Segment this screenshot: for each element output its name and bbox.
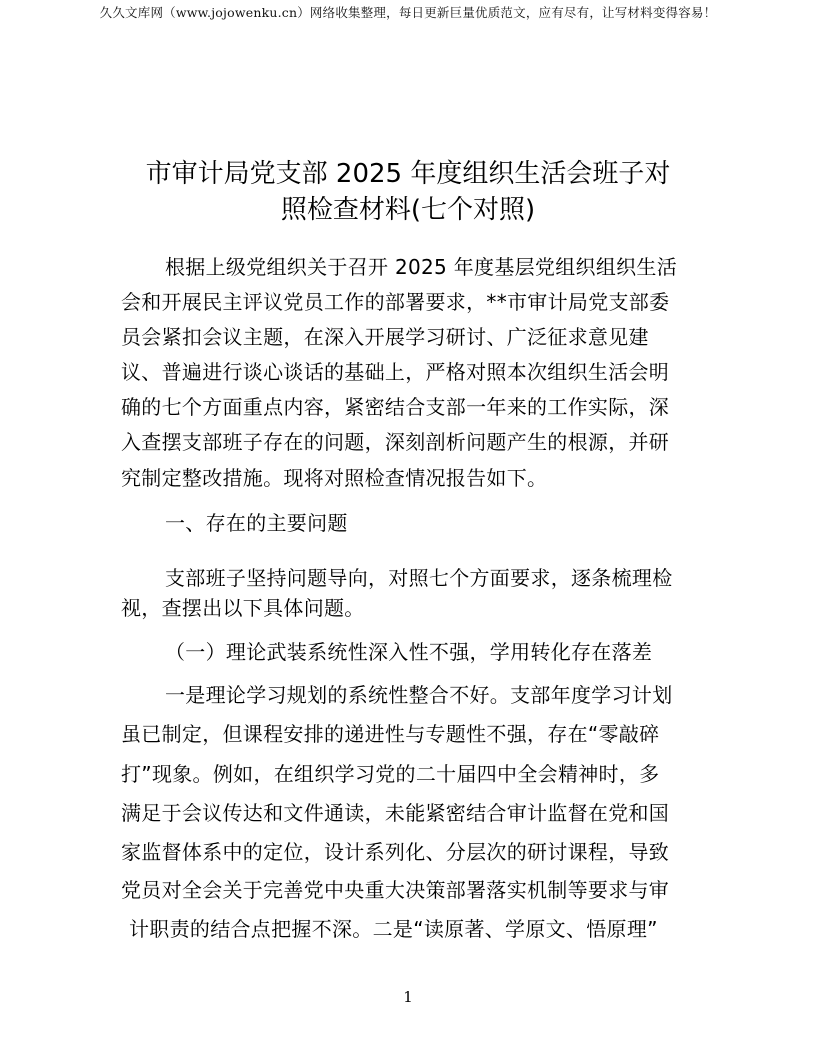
header-note: 久久文库网（www.jojowenku.cn）网络收集整理，每日更新巨量优质范文，应有尽有，让写材料变得容易！ [99, 5, 717, 20]
paragraph-line: 虽已制定，但课程安排的递进性与专题性不强，存在“零敲碎 [121, 722, 660, 746]
paragraph-line: 员会紧扣会议主题，在深入开展学习研讨、广泛征求意见建 [121, 325, 649, 349]
paragraph-line: 支部班子坚持问题导向，对照七个方面要求，逐条梳理检 [165, 566, 673, 590]
paragraph-line: 家监督体系中的定位，设计系列化、分层次的研讨课程，导致 [121, 840, 670, 864]
paragraph-line: 一是理论学习规划的系统性整合不好。支部年度学习计划 [165, 683, 673, 707]
paragraph-line: 计职责的结合点把握不深。二是“读原著、学原文、悟原理” [129, 917, 658, 941]
paragraph-line: 根据上级党组织关于召开 2025 年度基层党组织组织生活 [165, 255, 678, 279]
document-title-line-1: 市审计局党支部 2025 年度组织生活会班子对 [145, 159, 671, 189]
paragraph-line: 党员对全会关于完善党中央重大决策部署落实机制等要求与审 [121, 878, 670, 902]
page-number: 1 [403, 988, 413, 1006]
document-title-line-2: 照检查材料(七个对照) [280, 195, 536, 225]
paragraph-line: 确的七个方面重点内容，紧密结合支部一年来的工作实际，深 [121, 395, 670, 419]
paragraph-line: 打”现象。例如，在组织学习党的二十届四中全会精神时，多 [121, 762, 660, 786]
paragraph-line: 会和开展民主评议党员工作的部署要求，**市审计局党支部委 [121, 290, 670, 314]
subsection-heading: （一）理论武装系统性深入性不强，学用转化存在落差 [165, 640, 653, 664]
paragraph-line: 视，查摆出以下具体问题。 [121, 596, 365, 620]
document-title [60, 156, 756, 228]
paragraph-line: 满足于会议传达和文件通读，未能紧密结合审计监督在党和国 [121, 801, 670, 825]
section-heading: 一、存在的主要问题 [165, 511, 348, 535]
paragraph-line: 议、普遍进行谈心谈话的基础上，严格对照本次组织生活会明 [121, 360, 670, 384]
paragraph-line: 究制定整改措施。现将对照检查情况报告如下。 [121, 466, 548, 490]
paragraph-line: 入查摆支部班子存在的问题，深刻剖析问题产生的根源，并研 [121, 430, 670, 454]
